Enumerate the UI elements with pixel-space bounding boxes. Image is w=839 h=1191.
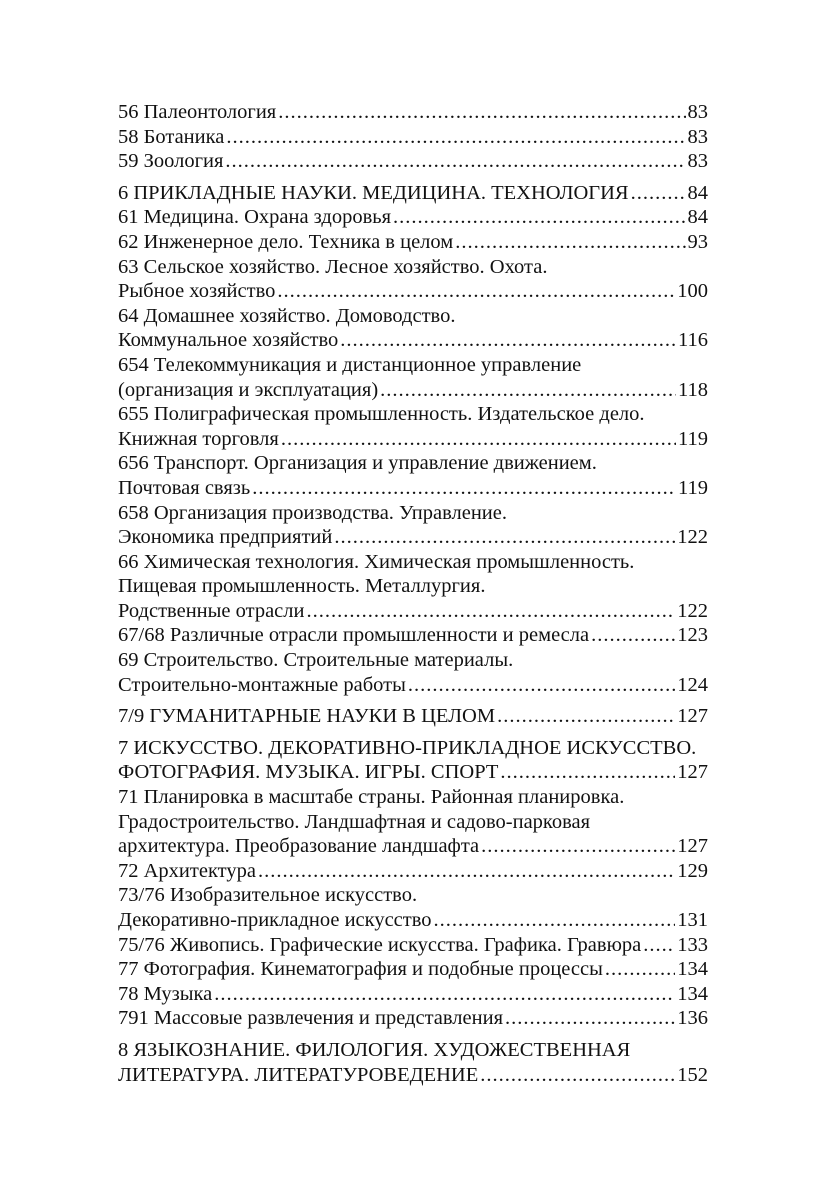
toc-entry-last-line (118, 933, 708, 958)
toc-entry (118, 933, 708, 958)
toc-entry (118, 550, 708, 624)
toc-entry-last-line (118, 1006, 708, 1031)
toc-entry-last-line (118, 982, 708, 1007)
toc-entry-title: архитектура. Преобразование ландшафта (118, 835, 480, 858)
dot-leader (481, 834, 675, 859)
toc-entry (118, 181, 708, 206)
toc-entry-title: Коммунальное хозяйство (118, 329, 339, 352)
toc-entry-title: 58 Ботаника (118, 125, 225, 148)
toc-entry-title: Декоративно-прикладное искусство (118, 909, 432, 931)
toc-page-number: 118 (678, 378, 708, 401)
toc-page-number: 134 (677, 958, 708, 981)
toc-page-number: 127 (677, 705, 708, 728)
toc-entry-line (118, 648, 708, 673)
toc-entry-last-line (118, 230, 708, 255)
toc-entry-title: ФОТОГРАФИЯ. МУЗЫКА. ИГРЫ. СПОРТ (118, 761, 499, 784)
toc-entry-title: 62 Инженерное дело. Техника в целом (118, 230, 454, 253)
toc-entry-last-line (118, 673, 708, 698)
toc-page-number: 123 (677, 624, 708, 647)
toc-entry-title: 64 Домашнее хозяйство. Домоводство. (118, 304, 456, 327)
toc-entry-line (118, 353, 708, 378)
toc-entry-title: Экономика предприятий (118, 526, 333, 549)
toc-entry-last-line (118, 205, 708, 230)
toc-entry-title: 8 ЯЗЫКОЗНАНИЕ. ФИЛОЛОГИЯ. ХУДОЖЕСТВЕННАЯ (118, 1038, 631, 1061)
toc-entry-line (118, 501, 708, 526)
toc-page-number: 127 (677, 835, 708, 858)
toc-page-number: 134 (677, 982, 708, 1005)
toc-entry (118, 623, 708, 648)
dot-leader (306, 599, 675, 624)
dot-leader (480, 1063, 675, 1088)
toc-entry-title: Родственные отрасли (118, 599, 305, 622)
toc-entry (118, 648, 708, 697)
dot-leader (214, 982, 675, 1007)
toc-entry-title: (организация и эксплуатация) (118, 378, 379, 401)
dot-leader (408, 673, 675, 698)
toc-entry-title: 78 Музыка (118, 982, 213, 1005)
toc-page-number: 133 (677, 933, 708, 956)
toc-entry-last-line (118, 149, 708, 174)
toc-page-number: 119 (678, 476, 708, 499)
toc-entry-last-line (118, 100, 708, 125)
toc-page-number: 116 (678, 329, 708, 352)
toc-entry-title: 656 Транспорт. Организация и управление движением. (118, 452, 597, 475)
dot-leader (393, 205, 685, 230)
toc-entry (118, 230, 708, 255)
toc-entry-line (118, 810, 708, 835)
toc-entry-title: Пищевая промышленность. Металлургия. (118, 575, 486, 598)
toc-entry-last-line (118, 1063, 708, 1088)
toc-page-number: 124 (677, 673, 708, 696)
dot-leader (277, 279, 675, 304)
toc-entry-last-line (118, 957, 708, 982)
toc-entry-last-line (118, 908, 708, 933)
toc-page-number: 122 (677, 599, 708, 622)
toc-entry-line (118, 304, 708, 329)
toc-entry (118, 255, 708, 304)
toc-entry (118, 736, 708, 785)
toc-entry-line (118, 550, 708, 575)
toc-entry-title: 56 Палеонтология (118, 101, 277, 123)
toc-entry (118, 451, 708, 500)
toc-page-number: 100 (677, 280, 708, 303)
toc-entry (118, 304, 708, 353)
dot-leader (380, 378, 676, 403)
toc-entry-line (118, 785, 708, 810)
toc-entry-title: Почтовая связь (118, 476, 251, 499)
toc-entry-last-line (118, 427, 708, 452)
toc-page-number: 84 (687, 181, 708, 204)
toc-page-number: 83 (687, 150, 708, 173)
dot-leader (505, 1006, 675, 1031)
toc-entry-last-line (118, 859, 708, 884)
toc-entry-line (118, 736, 708, 761)
toc-entry (118, 125, 708, 150)
toc-entry-last-line (118, 623, 708, 648)
toc-page-number: 136 (677, 1007, 708, 1030)
dot-leader (643, 933, 675, 958)
toc-page-number: 84 (687, 206, 708, 229)
toc-entry-last-line (118, 704, 708, 729)
dot-leader (591, 623, 675, 648)
toc-page-number: 129 (677, 859, 708, 882)
toc-entry-title: Строительно-монтажные работы (118, 673, 406, 696)
toc-entry-last-line (118, 599, 708, 624)
toc-entry-last-line (118, 125, 708, 150)
toc-entry-title: 6 ПРИКЛАДНЫЕ НАУКИ. МЕДИЦИНА. ТЕХНОЛОГИЯ (118, 181, 629, 204)
toc-entry (118, 402, 708, 451)
toc-page-number: 83 (687, 101, 708, 123)
toc-entry (118, 353, 708, 402)
toc-page-number: 119 (678, 427, 708, 450)
toc-entry-line (118, 451, 708, 476)
toc-entry-title: 7/9 ГУМАНИТАРНЫЕ НАУКИ В ЦЕЛОМ (118, 705, 496, 728)
toc-entry (118, 1038, 708, 1087)
toc-entry (118, 205, 708, 230)
dot-leader (434, 908, 676, 933)
toc-entry (118, 982, 708, 1007)
toc-entry-title: Градостроительство. Ландшафтная и садово-парковая (118, 810, 591, 833)
toc-entry-title: ЛИТЕРАТУРА. ЛИТЕРАТУРОВЕДЕНИЕ (118, 1063, 479, 1086)
toc-entry-line (118, 402, 708, 427)
toc-page-number: 131 (677, 909, 708, 931)
toc-page-number: 93 (687, 230, 708, 253)
dot-leader (497, 704, 675, 729)
toc-entry-last-line (118, 181, 708, 206)
dot-leader (252, 476, 676, 501)
toc-entry-last-line (118, 328, 708, 353)
toc-entry (118, 149, 708, 174)
toc-entry-title: 77 Фотография. Кинематография и подобные процессы (118, 958, 603, 981)
dot-leader (605, 957, 675, 982)
toc-entry-last-line (118, 476, 708, 501)
toc-page-number: 152 (677, 1063, 708, 1086)
dot-leader (278, 100, 685, 125)
toc-entry-title: Рыбное хозяйство (118, 280, 276, 303)
dot-leader (258, 859, 675, 884)
toc-page-number: 83 (687, 125, 708, 148)
toc-entry-title: 75/76 Живопись. Графические искусства. Графика. Гравюра (118, 933, 642, 956)
toc-entry-title: 63 Сельское хозяйство. Лесное хозяйство. Охота. (118, 255, 548, 278)
dot-leader (225, 149, 685, 174)
toc-page-number: 122 (677, 526, 708, 549)
toc-entry-line (118, 1038, 708, 1063)
dot-leader (281, 427, 676, 452)
toc-entry (118, 100, 708, 125)
dot-leader (631, 181, 686, 206)
toc-entry-title: 69 Строительство. Строительные материалы. (118, 649, 514, 672)
toc-entry-title: 72 Архитектура (118, 859, 256, 882)
toc-entry-title: 61 Медицина. Охрана здоровья (118, 206, 392, 229)
toc-entry-title: 7 ИСКУССТВО. ДЕКОРАТИВНО-ПРИКЛАДНОЕ ИСКУССТВО. (118, 736, 697, 759)
toc-entry-line (118, 883, 708, 908)
toc-entry-title: 791 Массовые развлечения и представления (118, 1007, 503, 1030)
toc-page-number: 127 (677, 761, 708, 784)
toc-entry (118, 704, 708, 729)
toc-entry-last-line (118, 834, 708, 859)
toc-entry (118, 859, 708, 884)
toc-entry-line (118, 574, 708, 599)
toc-entry (118, 883, 708, 932)
toc-entry (118, 957, 708, 982)
toc-entry-title: 654 Телекоммуникация и дистанционное управление (118, 353, 582, 376)
dot-leader (334, 525, 675, 550)
toc-entry-title: 73/76 Изобразительное искусство. (118, 884, 418, 907)
toc-entry-title: 71 Планировка в масштабе страны. Районная планировка. (118, 786, 625, 809)
toc-entry (118, 785, 708, 859)
dot-leader (455, 230, 685, 255)
toc-entry-title: 658 Организация производства. Управление. (118, 501, 507, 524)
toc-entry-last-line (118, 279, 708, 304)
toc-entry-last-line (118, 378, 708, 403)
toc-entry (118, 501, 708, 550)
dot-leader (500, 760, 675, 785)
toc-entry (118, 1006, 708, 1031)
toc-entry-title: 66 Химическая технология. Химическая промышленность. (118, 550, 635, 573)
table-of-contents (118, 100, 708, 1087)
toc-entry-title: 67/68 Различные отрасли промышленности и ремесла (118, 624, 590, 647)
toc-entry-line (118, 255, 708, 280)
toc-entry-title: Книжная торговля (118, 427, 279, 450)
dot-leader (340, 328, 676, 353)
toc-entry-last-line (118, 525, 708, 550)
dot-leader (226, 125, 685, 150)
toc-entry-last-line (118, 760, 708, 785)
toc-entry-title: 59 Зоология (118, 150, 224, 173)
toc-entry-title: 655 Полиграфическая промышленность. Издательское дело. (118, 403, 645, 426)
